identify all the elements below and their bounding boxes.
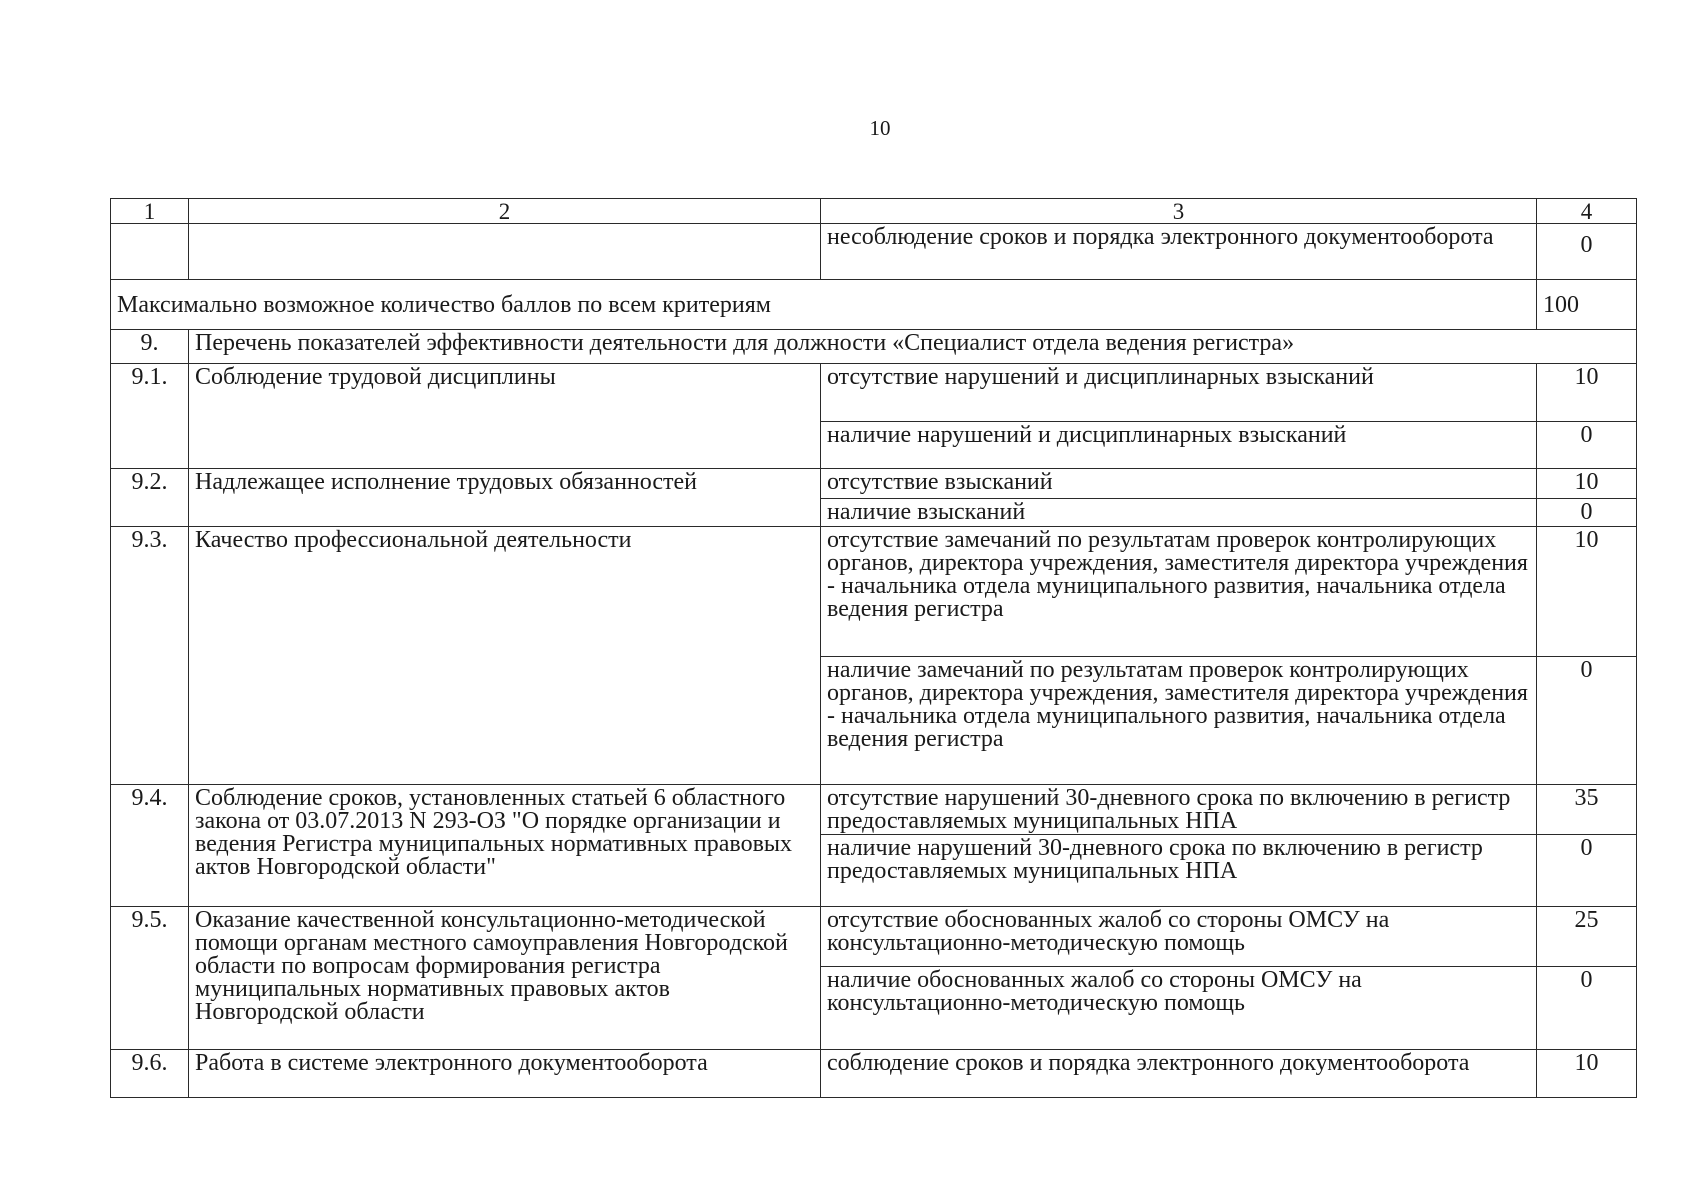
- criterion-text: наличие взысканий: [821, 499, 1537, 527]
- section-title: Перечень показателей эффективности деятельности для должности «Специалист отдела ведения регистра»: [189, 330, 1637, 364]
- empty-cell: [189, 224, 821, 280]
- total-points: 100: [1537, 280, 1637, 330]
- empty-cell: [111, 224, 189, 280]
- total-row: [111, 280, 1637, 330]
- criterion-text: отсутствие нарушений и дисциплинарных взысканий: [821, 364, 1537, 422]
- indicator-name: Качество профессиональной деятельности: [189, 527, 821, 785]
- header-row: [111, 199, 1637, 224]
- indicator-number: 9.5.: [111, 907, 189, 1050]
- indicator-name: Оказание качественной консультационно-методической помощи органам местного самоуправления Новгородской области по вопросам формирования регистра муниципальных нормативных правовых актов Новгородской области: [189, 907, 821, 1050]
- criterion-text: отсутствие взысканий: [821, 469, 1537, 499]
- header-col-4: 4: [1537, 199, 1637, 224]
- table-row: [111, 527, 1637, 657]
- criterion-text: наличие нарушений и дисциплинарных взысканий: [821, 422, 1537, 469]
- header-col-2: 2: [189, 199, 821, 224]
- points-value: 0: [1537, 967, 1637, 1050]
- criterion-text: несоблюдение сроков и порядка электронного документооборота: [821, 224, 1537, 280]
- indicator-number: 9.6.: [111, 1050, 189, 1098]
- points-value: 0: [1537, 224, 1637, 280]
- points-value: 10: [1537, 364, 1637, 422]
- criterion-text: отсутствие обоснованных жалоб со стороны ОМСУ на консультационно-методическую помощь: [821, 907, 1537, 967]
- table-row: [111, 907, 1637, 967]
- indicator-name: Соблюдение сроков, установленных статьей 6 областного закона от 03.07.2013 N 293-ОЗ "О порядке организации и ведения Регистра муниципальных нормативных правовых актов Новгородской области": [189, 785, 821, 907]
- indicator-number: 9.2.: [111, 469, 189, 527]
- page-number: 10: [869, 116, 891, 140]
- indicator-name: Соблюдение трудовой дисциплины: [189, 364, 821, 469]
- points-value: 10: [1537, 527, 1637, 657]
- table-row: [111, 785, 1637, 835]
- total-label: Максимально возможное количество баллов по всем критериям: [111, 280, 1537, 330]
- section-number: 9.: [111, 330, 189, 364]
- indicator-number: 9.4.: [111, 785, 189, 907]
- points-value: 0: [1537, 422, 1637, 469]
- points-value: 0: [1537, 499, 1637, 527]
- header-col-3: 3: [821, 199, 1537, 224]
- criterion-text: отсутствие замечаний по результатам проверок контролирующих органов, директора учреждения, заместителя директора учреждения - начальника отдела муниципального развития, начальника отдела ведения регистра: [821, 527, 1537, 657]
- points-value: 0: [1537, 657, 1637, 785]
- criterion-text: наличие замечаний по результатам проверок контролирующих органов, директора учреждения, заместителя директора учреждения - начальника отдела муниципального развития, начальника отдела ведения регистра: [821, 657, 1537, 785]
- criterion-text: отсутствие нарушений 30-дневного срока по включению в регистр предоставляемых муниципальных НПА: [821, 785, 1537, 835]
- table-row: [111, 469, 1637, 499]
- section-row: [111, 330, 1637, 364]
- points-value: 10: [1537, 1050, 1637, 1098]
- criteria-table: [110, 198, 1637, 1098]
- criterion-text: наличие нарушений 30-дневного срока по включению в регистр предоставляемых муниципальных НПА: [821, 835, 1537, 907]
- table-row: [111, 364, 1637, 422]
- points-value: 25: [1537, 907, 1637, 967]
- indicator-name: Надлежащее исполнение трудовых обязанностей: [189, 469, 821, 527]
- indicator-number: 9.3.: [111, 527, 189, 785]
- points-value: 35: [1537, 785, 1637, 835]
- table-row: [111, 224, 1637, 280]
- points-value: 0: [1537, 835, 1637, 907]
- indicator-number: 9.1.: [111, 364, 189, 469]
- points-value: 10: [1537, 469, 1637, 499]
- table-row: [111, 1050, 1637, 1098]
- header-col-1: 1: [111, 199, 189, 224]
- criterion-text: соблюдение сроков и порядка электронного документооборота: [821, 1050, 1537, 1098]
- criterion-text: наличие обоснованных жалоб со стороны ОМСУ на консультационно-методическую помощь: [821, 967, 1537, 1050]
- indicator-name: Работа в системе электронного документооборота: [189, 1050, 821, 1098]
